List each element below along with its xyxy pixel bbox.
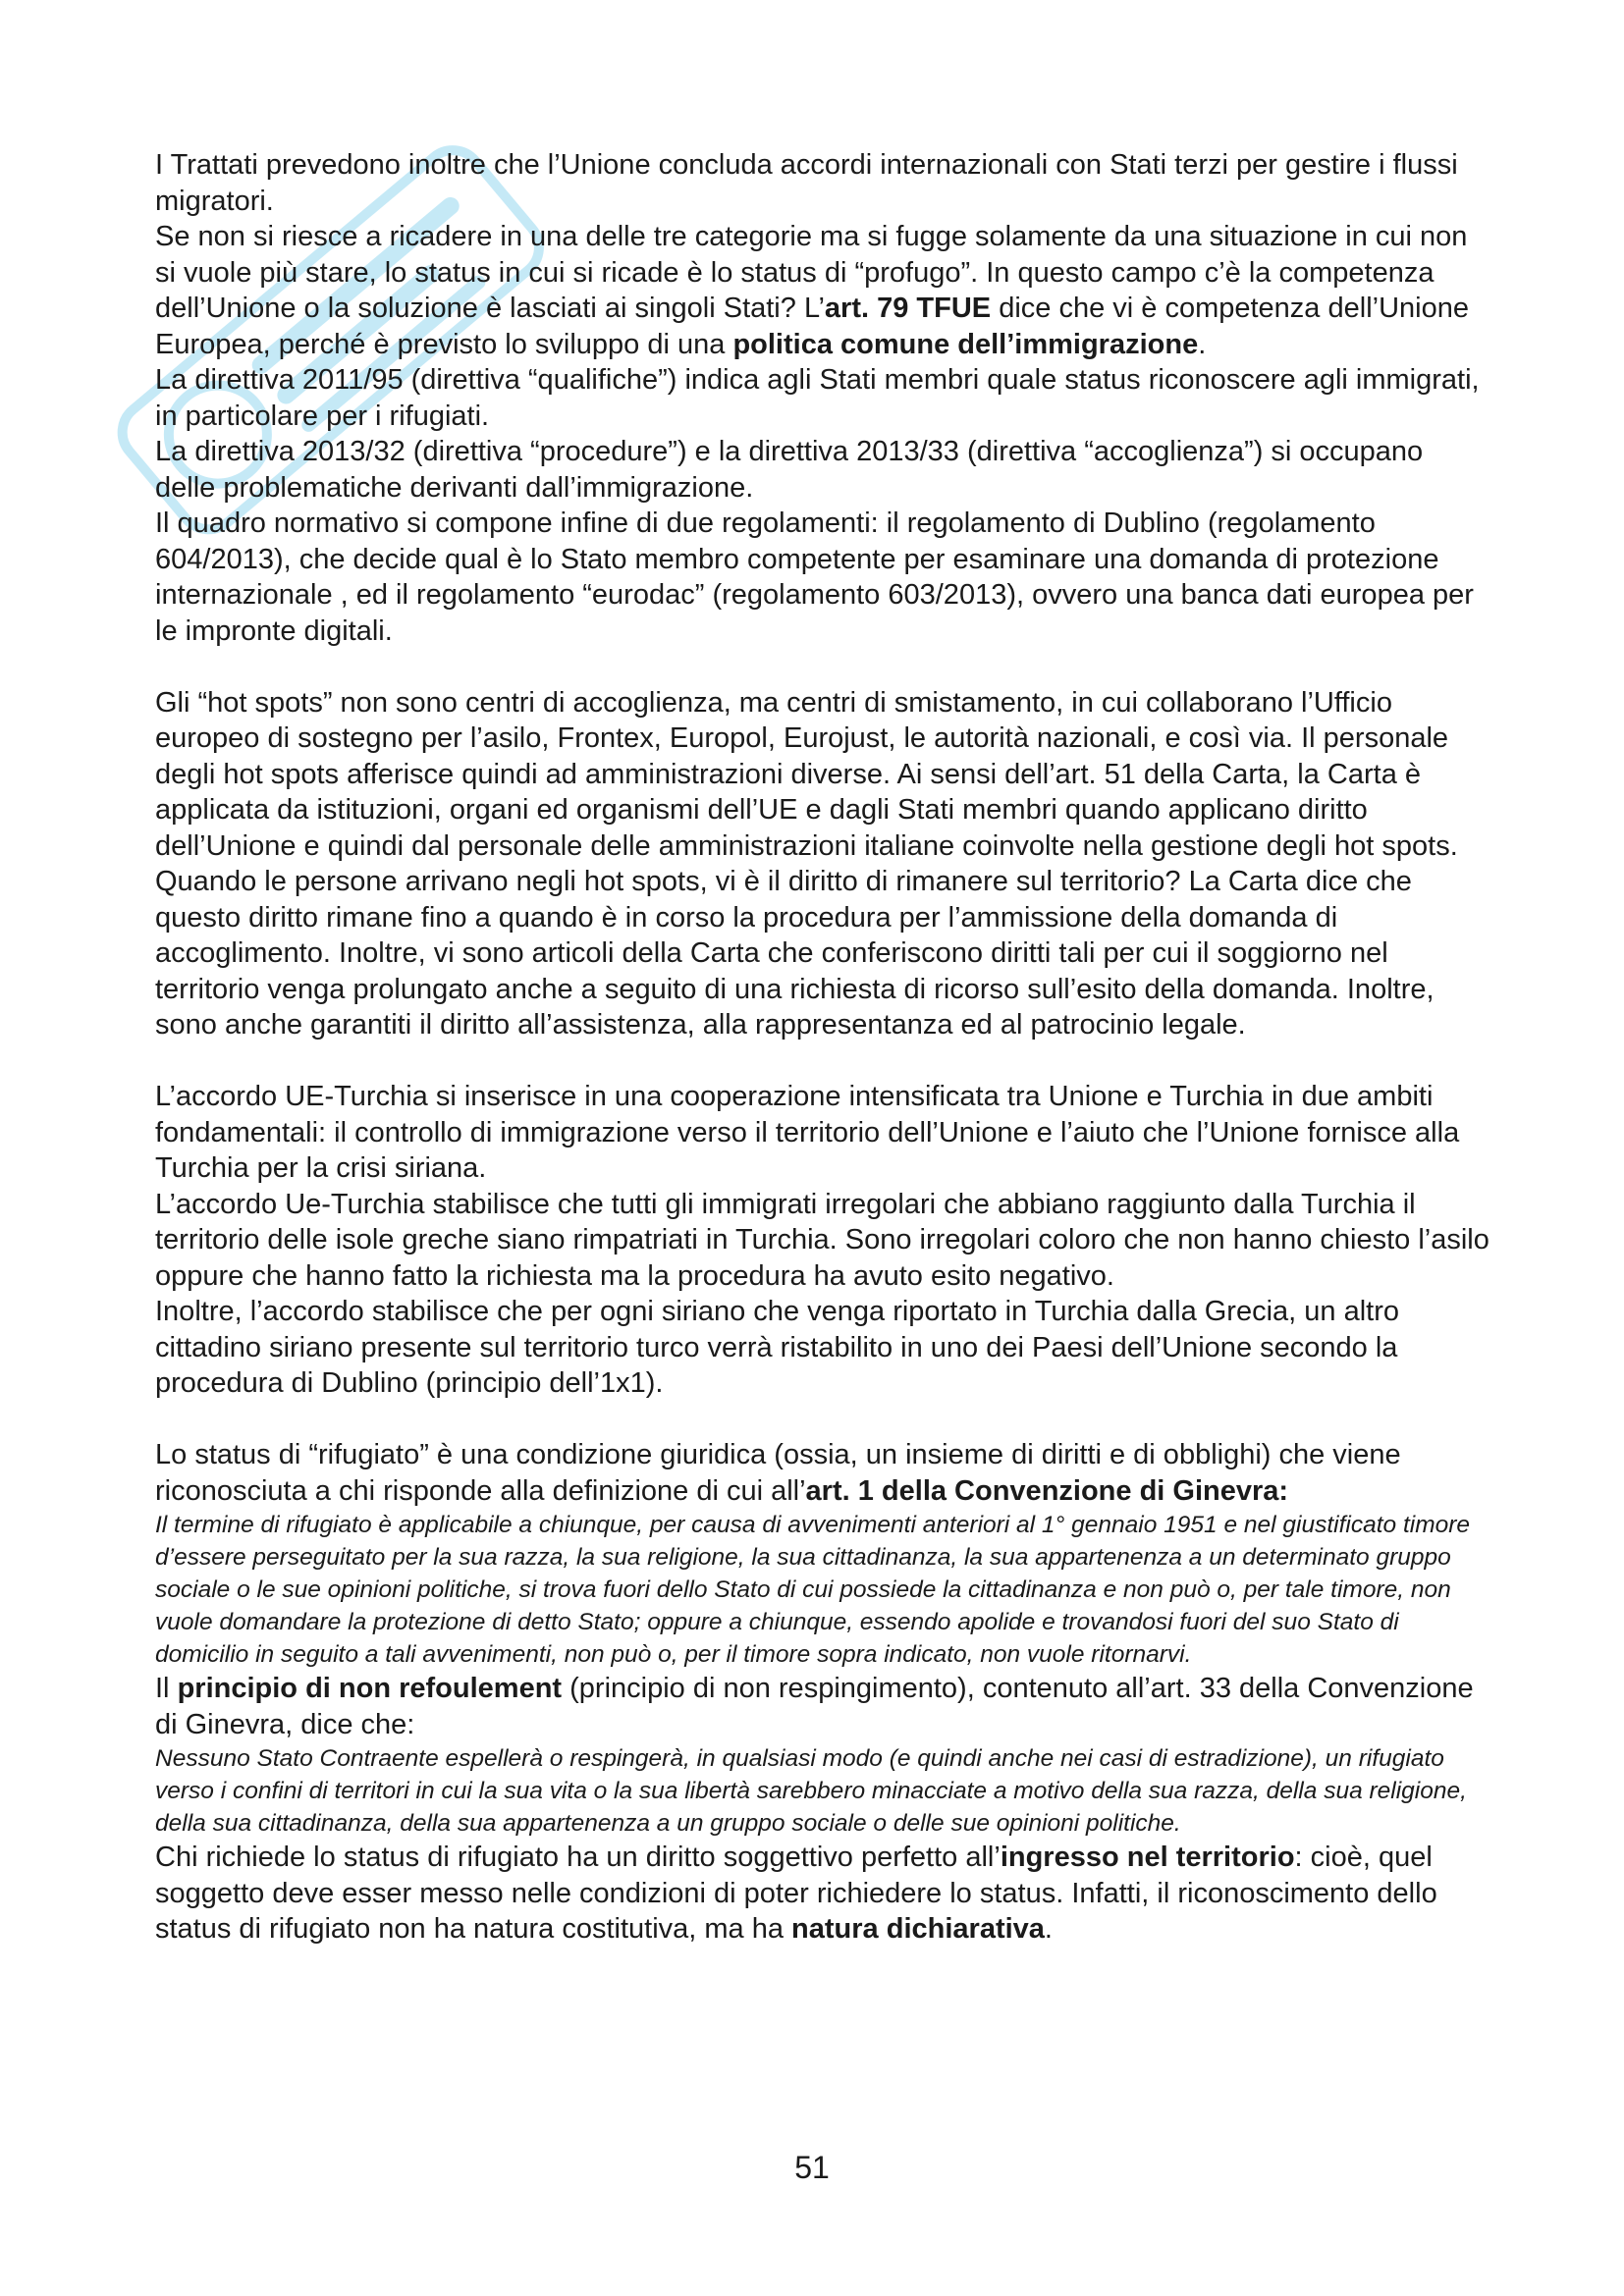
paragraph: Gli “hot spots” non sono centri di accoglienza, ma centri di smistamento, in cui collaborano l’Ufficio europeo di sostegno per l’asilo, Frontex, Europol, Eurojust, le autorità nazionali, e così via. Il personale degli hot spots afferisce quindi ad amministrazioni diverse. Ai sensi dell’art. 51 della Carta, la Carta è applicata da istituzioni, organi ed organismi dell’UE e dagli Stati membri quando applicano diritto dell’Unione e quindi dal personale delle amministrazioni italiane coinvolte nella gestione degli hot spots. — [155, 686, 1458, 862]
paragraph: La direttiva 2011/95 (direttiva “qualifiche”) indica agli Stati membri quale status riconoscere agli immigrati, in particolare per i rifugiati. — [155, 364, 1480, 432]
paragraph: Chi richiede lo status di rifugiato ha un diritto soggettivo perfetto all’ingresso nel territorio: cioè, quel soggetto deve esser messo nelle condizioni di poter richiedere lo status. Infatti, il riconoscimento dello status di rifugiato non ha natura costitutiva, ma ha natura dichiarativa. — [155, 1842, 1437, 1945]
paragraph: L’accordo Ue-Turchia stabilisce che tutti gli immigrati irregolari che abbiano raggiunto dalla Turchia il territorio delle isole greche siano rimpatriati in Turchia. Sono irregolari coloro che non hanno chiesto l’asilo oppure che hanno fatto la richiesta ma la procedura ha avuto esito negativo. — [155, 1188, 1489, 1292]
paragraph: Il principio di non refoulement (principio di non respingimento), contenuto all’art. 33 della Convenzione di Ginevra, dice che: — [155, 1673, 1474, 1740]
paragraph: Quando le persone arrivano negli hot spots, vi è il diritto di rimanere sul territorio? La Carta dice che questo diritto rimane fino a quando è in corso la procedura per l’ammissione della domanda di accoglimento. Inoltre, vi sono articoli della Carta che conferiscono diritti tali per cui il soggiorno nel territorio venga prolungato anche a seguito di una richiesta di ricorso sull’esito della domanda. Inoltre, sono anche garantiti il diritto all’assistenza, alla rappresentanza ed al patrocinio legale. — [155, 866, 1435, 1041]
paragraph: Inoltre, l’accordo stabilisce che per ogni siriano che venga riportato in Turchia dalla Grecia, un altro cittadino siriano presente sul territorio turco verrà ristabilito in uno dei Paesi dell’Unione secondo la procedura di Dublino (principio dell’1x1). — [155, 1296, 1400, 1399]
paragraph: La direttiva 2013/32 (direttiva “procedure”) e la direttiva 2013/33 (direttiva “accoglienza”) si occupano delle problematiche derivanti dall’immigrazione. — [155, 436, 1424, 504]
paragraph: Lo status di “rifugiato” è una condizione giuridica (ossia, un insieme di diritti e di obblighi) che viene riconosciuta a chi risponde alla definizione di cui all’art. 1 della Convenzione di Ginevra: — [155, 1439, 1401, 1507]
page-number: 51 — [794, 2150, 830, 2185]
quotation: Il termine di rifugiato è applicabile a chiunque, per causa di avvenimenti anteriori al 1° gennaio 1951 e nel giustificato timore d’essere perseguitato per la sua razza, la sua religione, la sua cittadinanza, la sua appartenenza a un determinato gruppo sociale o le sue opinioni politiche, si trova fuori dello Stato di cui possiede la cittadinanza e non può o, per tale timore, non vuole domandare la protezione di detto Stato; oppure a chiunque, essendo apolide e trovandosi fuori del suo Stato di domicilio in seguito a tali avvenimenti, non può o, per il timore sopra indicato, non vuole ritornarvi. — [155, 1512, 1471, 1668]
paragraph: I Trattati prevedono inoltre che l’Unione concluda accordi internazionali con Stati terzi per gestire i flussi migratori. — [155, 149, 1458, 217]
quotation: Nessuno Stato Contraente espellerà o respingerà, in qualsiasi modo (e quindi anche nei casi di estradizione), un rifugiato verso i confini di territori in cui la sua vita o la sua libertà sarebbero minacciate a motivo della sua razza, della sua religione, della sua cittadinanza, della sua appartenenza a un gruppo sociale o delle sue opinioni politiche. — [155, 1745, 1467, 1837]
document-body — [155, 147, 1490, 1948]
paragraph: L’accordo UE-Turchia si inserisce in una cooperazione intensificata tra Unione e Turchia in due ambiti fondamentali: il controllo di immigrazione verso il territorio dell’Unione e l’aiuto che l’Unione fornisce alla Turchia per la crisi siriana. — [155, 1081, 1460, 1184]
paragraph: Il quadro normativo si compone infine di due regolamenti: il regolamento di Dublino (regolamento 604/2013), che decide qual è lo Stato membro competente per esaminare una domanda di protezione internazionale , ed il regolamento “eurodac” (regolamento 603/2013), ovvero una banca dati europea per le impronte digitali. — [155, 507, 1474, 647]
paragraph: Se non si riesce a ricadere in una delle tre categorie ma si fugge solamente da una situazione in cui non si vuole più stare, lo status in cui si ricade è lo status di “profugo”. In questo campo c’è la competenza dell’Unione o la soluzione è lasciati ai singoli Stati? L’art. 79 TFUE dice che vi è competenza dell’Unione Europea, perché è previsto lo sviluppo di una politica comune dell’immigrazione. — [155, 221, 1469, 360]
